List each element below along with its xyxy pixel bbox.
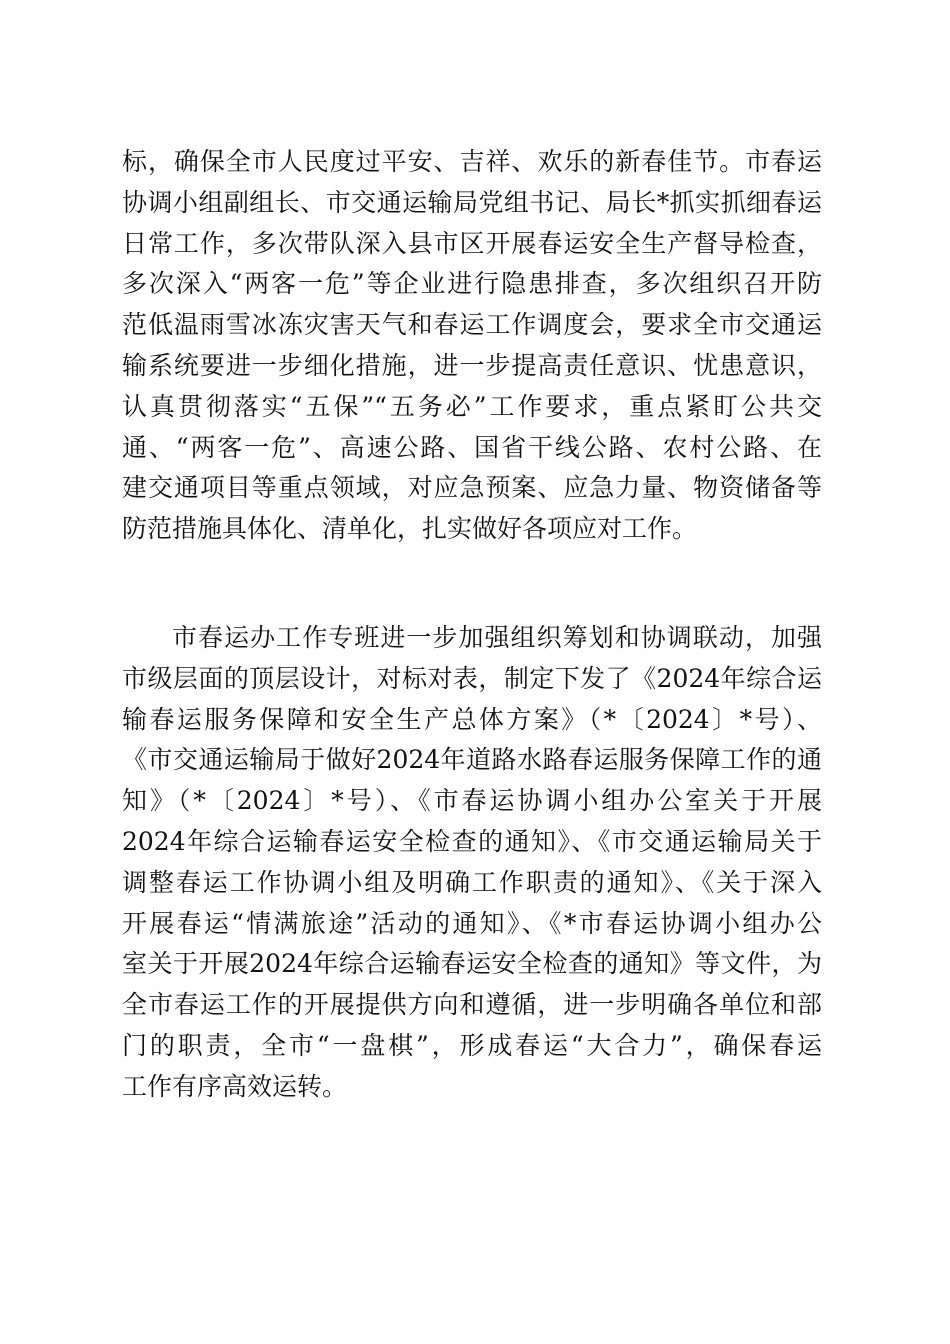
text-line: 门的职责，全市“一盘棋”，形成春运“大合力”，确保春运 <box>122 1030 822 1060</box>
text-line: 知》（*〔2024〕*号）、《市春运协调小组办公室关于开展 <box>122 786 822 816</box>
text-line: 建交通项目等重点领域，对应急预案、应急力量、物资储备等 <box>122 473 822 503</box>
text-line: 2024年综合运输春运安全检查的通知》、《市交通运输局关于 <box>122 826 822 856</box>
text-line: 多次深入“两客一危”等企业进行隐患排查，多次组织召开防 <box>122 269 822 299</box>
text-line: 调整春运工作协调小组及明确工作职责的通知》、《关于深入 <box>122 867 822 897</box>
text-line: 市春运办工作专班进一步加强组织筹划和协调联动，加强 <box>172 623 822 652</box>
text-line: 开展春运“情满旅途”活动的通知》、《*市春运协调小组办公 <box>122 908 822 938</box>
text-line: 标，确保全市人民度过平安、吉祥、欢乐的新春佳节。市春运 <box>122 147 822 176</box>
text-line: 室关于开展2024年综合运输春运安全检查的通知》等文件，为 <box>122 949 822 979</box>
text-line: 工作有序高效运转。 <box>122 1071 348 1101</box>
text-line: 《市交通运输局于做好2024年道路水路春运服务保障工作的通 <box>122 745 822 775</box>
text-line: 范低温雨雪冰冻灾害天气和春运工作调度会，要求全市交通运 <box>122 310 822 340</box>
text-line: 市级层面的顶层设计，对标对表，制定下发了《2024年综合运 <box>122 663 822 693</box>
text-line: 防范措施具体化、清单化，扎实做好各项应对工作。 <box>122 514 698 544</box>
text-line: 通、“两客一危”、高速公路、国省干线公路、农村公路、在 <box>122 432 822 462</box>
text-line: 认真贯彻落实“五保”“五务必”工作要求，重点紧盯公共交 <box>122 391 822 421</box>
text-line: 日常工作，多次带队深入县市区开展春运安全生产督导检查， <box>122 228 822 258</box>
text-line: 输春运服务保障和安全生产总体方案》（*〔2024〕*号）、 <box>122 704 822 734</box>
text-line: 协调小组副组长、市交通运输局党组书记、局长*抓实抓细春运 <box>122 187 822 217</box>
text-line: 全市春运工作的开展提供方向和遵循，进一步明确各单位和部 <box>122 990 822 1020</box>
paragraph-1 <box>122 142 822 550</box>
text-line: 输系统要进一步细化措施，进一步提高责任意识、忧患意识， <box>122 350 822 380</box>
paragraph-2 <box>122 618 822 1108</box>
